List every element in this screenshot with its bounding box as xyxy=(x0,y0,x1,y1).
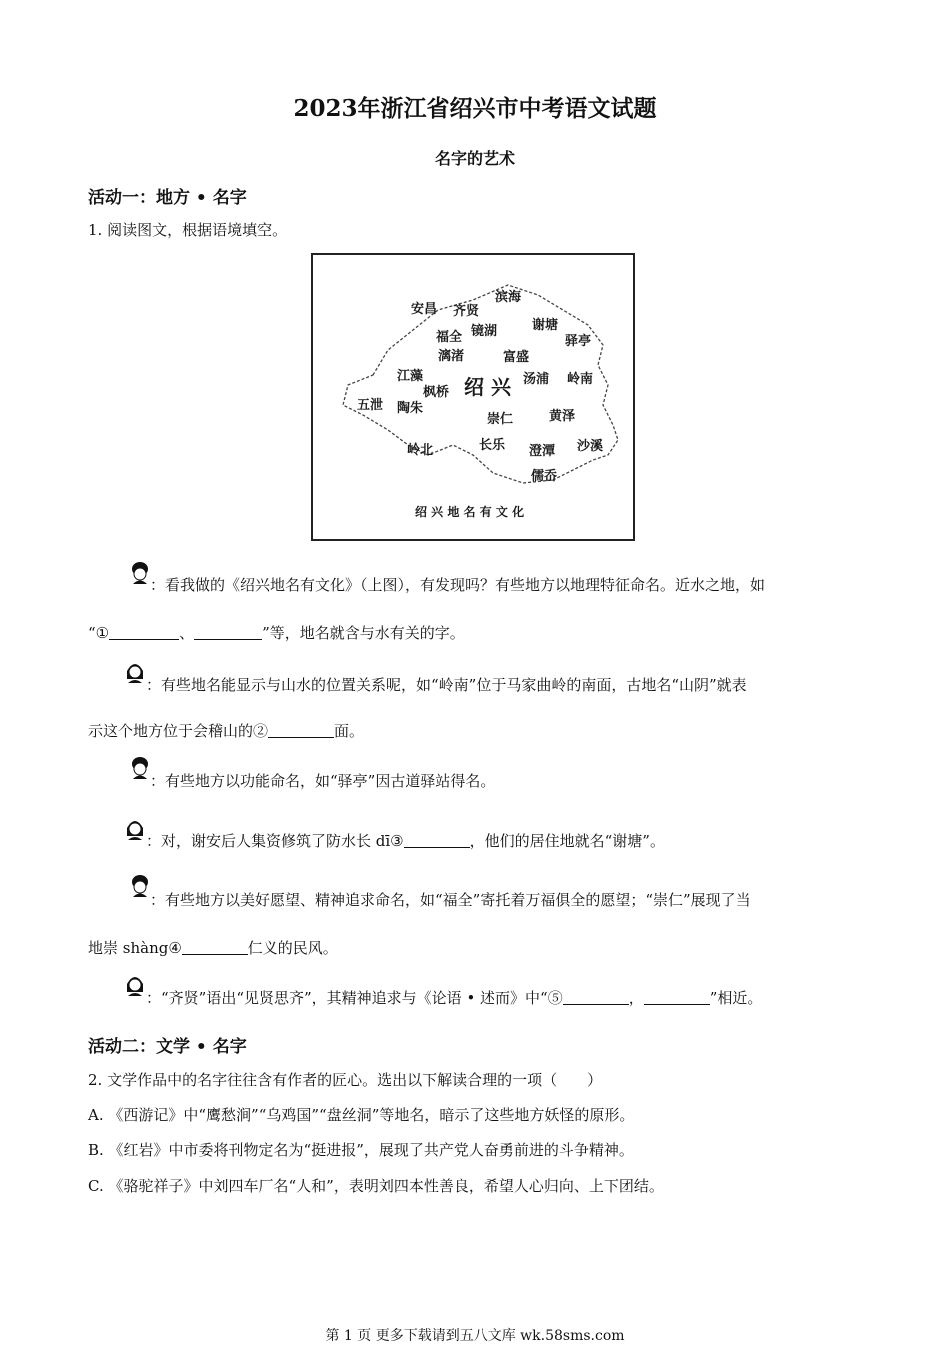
place-name: 福全 xyxy=(436,330,463,345)
question-2: 2. 文学作品中的名字往往含有作者的匠心。选出以下解读合理的一项（ ） xyxy=(88,1071,603,1089)
place-name: 澄潭 xyxy=(529,444,556,459)
option-b[interactable]: B. 《红岩》中市委将刊物定名为“挺进报”，展现了共产党人奋勇前进的斗争精神。 xyxy=(88,1141,634,1159)
dialogue-4-suffix: ，他们的居住地就名“谢塘”。 xyxy=(469,832,665,850)
dialogue-3: ：有些地方以功能命名，如“驿亭”因古道驿站得名。 xyxy=(150,772,496,790)
girl-avatar-icon xyxy=(124,659,146,683)
place-name: 富盛 xyxy=(503,350,530,365)
place-name: 黄泽 xyxy=(549,409,576,424)
place-name: 漓渚 xyxy=(438,349,465,364)
dialogue-5-suffix: 仁义的民风。 xyxy=(247,939,338,957)
place-name: 齐贤 xyxy=(453,304,480,319)
dialogue-2-line-2 xyxy=(88,720,364,742)
place-name: 安昌 xyxy=(411,302,438,317)
dialogue-2-suffix: 面。 xyxy=(334,722,365,740)
place-name: 儒岙 xyxy=(531,469,558,484)
place-name: 岭北 xyxy=(407,443,434,458)
place-name: 岭南 xyxy=(567,372,594,387)
answer-blank-1b[interactable] xyxy=(194,623,262,640)
dialogue-6-suffix: ”相近。 xyxy=(709,989,763,1007)
place-name: 驿亭 xyxy=(565,334,592,349)
map-caption: 绍 兴 地 名 有 文 化 xyxy=(415,505,525,519)
dialogue-1-separator: 、 xyxy=(179,624,195,642)
dialogue-4 xyxy=(146,830,665,852)
dialogue-2-line-1: ：有些地名能显示与山水的位置关系呢，如“岭南”位于马家曲岭的南面，古地名“山阴”就表 xyxy=(146,676,747,694)
place-name: 崇仁 xyxy=(487,412,514,427)
dialogue-5-line-2 xyxy=(88,937,338,959)
shaoxing-place-name-map xyxy=(311,253,635,541)
answer-blank-1a[interactable] xyxy=(109,623,179,640)
place-name: 汤浦 xyxy=(523,372,550,387)
activity2-heading: 活动二：文学 • 名字 xyxy=(88,1037,247,1057)
dialogue-1-line-2 xyxy=(88,622,465,644)
map-center-label: 绍 兴 xyxy=(464,375,511,399)
place-name: 谢塘 xyxy=(532,318,559,333)
girl-avatar-icon xyxy=(124,816,146,840)
option-c[interactable]: C. 《骆驼祥子》中刘四车厂名“人和”，表明刘四本性善良，希望人心归向、上下团结。 xyxy=(88,1177,664,1195)
page-footer: 第 1 页 更多下载请到五八文库 wk.58sms.com xyxy=(325,1328,625,1344)
activity1-heading: 活动一：地方 • 名字 xyxy=(88,188,247,208)
place-name: 陶朱 xyxy=(397,401,424,416)
dialogue-2-prefix: 示这个地方位于会稽山的② xyxy=(88,722,269,740)
answer-blank-5b[interactable] xyxy=(644,988,710,1005)
place-name: 长乐 xyxy=(479,438,506,453)
answer-blank-3[interactable] xyxy=(404,831,470,848)
dialogue-6 xyxy=(146,987,762,1009)
dialogue-1-line-1: ：看我做的《绍兴地名有文化》（上图），有发现吗？有些地方以地理特征命名。近水之地，如 xyxy=(150,576,766,594)
place-name: 江藻 xyxy=(397,369,424,384)
answer-blank-2[interactable] xyxy=(268,721,334,738)
place-name: 镜湖 xyxy=(471,324,498,339)
dialogue-6-separator: ， xyxy=(628,989,644,1007)
place-name: 枫桥 xyxy=(423,385,450,400)
place-name: 滨海 xyxy=(495,290,522,305)
exam-title: 2023年浙江省绍兴市中考语文试题 xyxy=(293,95,657,122)
question-1: 1. 阅读图文，根据语境填空。 xyxy=(88,221,288,239)
answer-blank-5a[interactable] xyxy=(563,988,629,1005)
place-name: 沙溪 xyxy=(577,439,604,454)
place-name: 五泄 xyxy=(357,398,384,413)
dialogue-1-prefix: “① xyxy=(88,624,110,642)
boy-avatar-icon xyxy=(129,756,151,780)
dialogue-5-prefix: 地崇 shàng④ xyxy=(88,939,182,957)
boy-avatar-icon xyxy=(129,874,151,898)
boy-avatar-icon xyxy=(129,561,151,585)
option-a[interactable]: A. 《西游记》中“鹰愁涧”“乌鸡国”“盘丝洞”等地名，暗示了这些地方妖怪的原形。 xyxy=(88,1106,635,1124)
answer-blank-4[interactable] xyxy=(182,938,248,955)
dialogue-4-prefix: ：对，谢安后人集资修筑了防水长 dī③ xyxy=(146,832,404,850)
section-subtitle: 名字的艺术 xyxy=(434,149,515,168)
dialogue-1-suffix: ”等，地名就含与水有关的字。 xyxy=(262,624,465,642)
girl-avatar-icon xyxy=(124,972,146,996)
dialogue-5-line-1: ：有些地方以美好愿望、精神追求命名，如“福全”寄托着万福俱全的愿望；“崇仁”展现了当 xyxy=(150,891,751,909)
dialogue-6-prefix: ：“齐贤”语出“见贤思齐”，其精神追求与《论语 • 述而》中“⑤ xyxy=(146,989,563,1007)
